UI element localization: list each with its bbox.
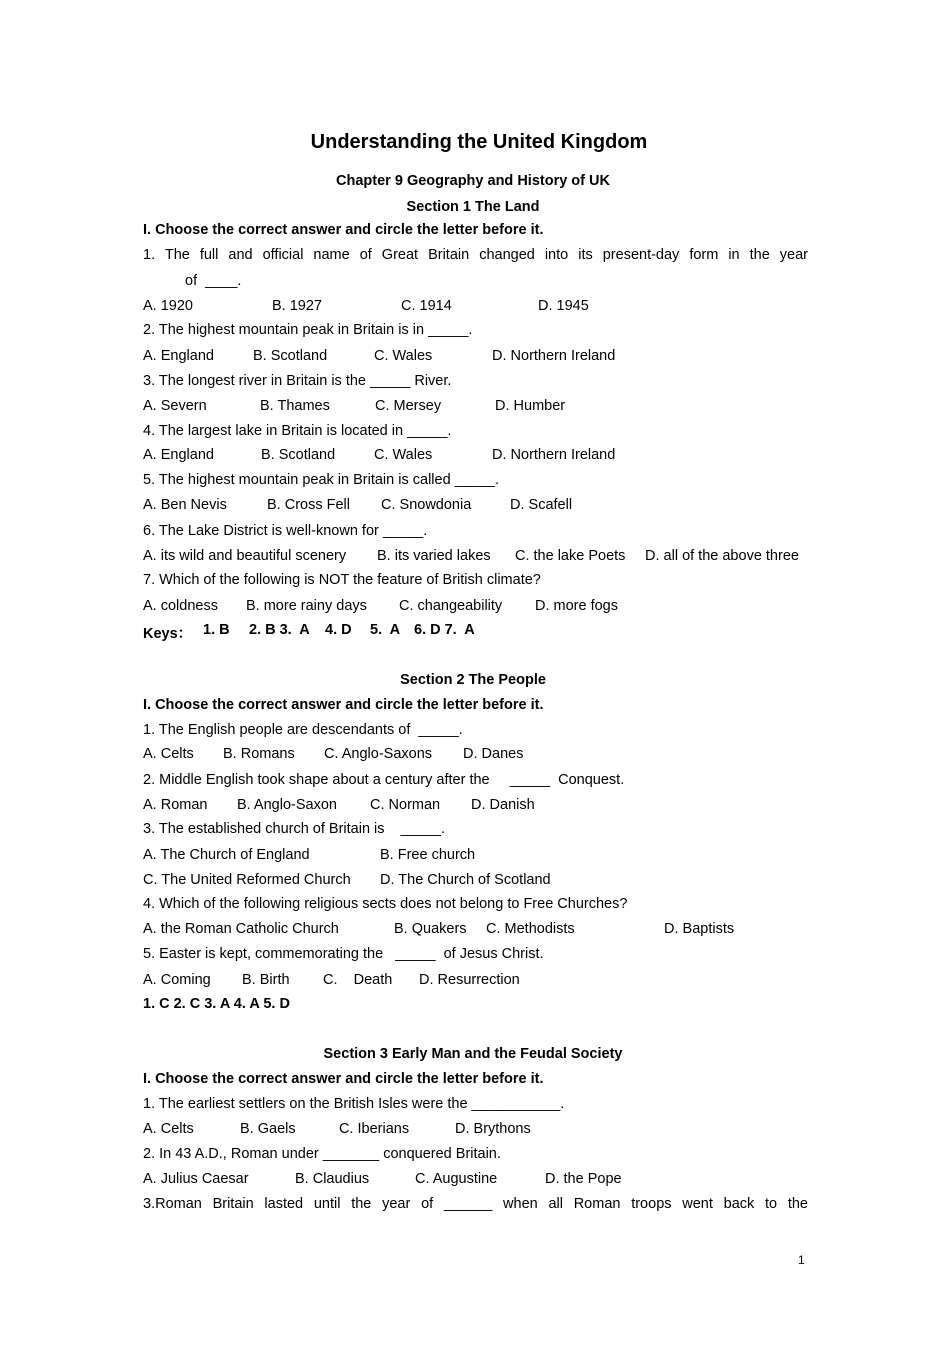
s2-q4: 4. Which of the following religious sects does not belong to Free Churches? xyxy=(143,896,628,912)
s1-q4-option-d: D. Northern Ireland xyxy=(492,447,616,463)
s3-q2-option-b: B. Claudius xyxy=(295,1171,370,1187)
s2-q1-option-c: C. Anglo-Saxons xyxy=(324,746,433,762)
s3-q3-line1: 3.Roman Britain lasted until the year of ______ when all Roman troops went back to the xyxy=(143,1196,808,1212)
section2-instruction: I. Choose the correct answer and circle the letter before it. xyxy=(143,697,544,713)
s1-key-6-7: 6. D 7. A xyxy=(414,622,475,638)
s2-q1: 1. The English people are descendants of _____. xyxy=(143,722,463,738)
s2-q4-option-a: A. the Roman Catholic Church xyxy=(143,921,339,937)
s1-q2: 2. The highest mountain peak in Britain is in _____. xyxy=(143,322,473,338)
s1-q2-option-a: A. England xyxy=(143,348,214,364)
s2-q2-option-d: D. Danish xyxy=(471,797,535,813)
s1-q5-option-d: D. Scafell xyxy=(510,497,573,513)
s2-q4-option-d: D. Baptists xyxy=(664,921,735,937)
s2-q3-option-d: D. The Church of Scotland xyxy=(380,872,551,888)
s1-q1-option-a: A. 1920 xyxy=(143,298,193,314)
s1-q5-option-c: C. Snowdonia xyxy=(381,497,472,513)
s3-q1: 1. The earliest settlers on the British Isles were the ___________. xyxy=(143,1096,565,1112)
s1-q6-option-a: A. its wild and beautiful scenery xyxy=(143,548,347,564)
s2-q2-option-c: C. Norman xyxy=(370,797,441,813)
section2-heading: Section 2 The People xyxy=(400,672,546,688)
s1-q4: 4. The largest lake in Britain is located in _____. xyxy=(143,423,452,439)
s3-q1-option-c: C. Iberians xyxy=(339,1121,410,1137)
s1-q6: 6. The Lake District is well-known for _____. xyxy=(143,523,428,539)
s3-q1-option-d: D. Brythons xyxy=(455,1121,531,1137)
s1-q7-option-c: C. changeability xyxy=(399,598,503,614)
s1-key-5: 5. A xyxy=(370,622,401,638)
s2-q1-option-b: B. Romans xyxy=(223,746,295,762)
s2-q1-option-a: A. Celts xyxy=(143,746,194,762)
s2-q3-option-a: A. The Church of England xyxy=(143,847,310,863)
s3-q2-option-a: A. Julius Caesar xyxy=(143,1171,249,1187)
s1-q7-option-d: D. more fogs xyxy=(535,598,618,614)
s1-q3-option-a: A. Severn xyxy=(143,398,207,414)
s1-q1-line2: of ____. xyxy=(185,273,242,289)
s1-q7-option-b: B. more rainy days xyxy=(246,598,367,614)
s1-q2-option-c: C. Wales xyxy=(374,348,433,364)
s1-q2-option-d: D. Northern Ireland xyxy=(492,348,616,364)
s3-q1-option-a: A. Celts xyxy=(143,1121,194,1137)
s2-q2: 2. Middle English took shape about a century after the _____ Conquest. xyxy=(143,772,625,788)
s3-q2-option-c: C. Augustine xyxy=(415,1171,498,1187)
s1-q1-option-d: D. 1945 xyxy=(538,298,589,314)
section1-heading: Section 1 The Land xyxy=(406,199,540,215)
s1-q6-option-d: D. all of the above three xyxy=(645,548,799,564)
s3-q2: 2. In 43 A.D., Roman under _______ conquered Britain. xyxy=(143,1146,501,1162)
s2-q5-option-a: A. Coming xyxy=(143,972,211,988)
s2-q2-option-a: A. Roman xyxy=(143,797,208,813)
s2-q5-option-b: B. Birth xyxy=(242,972,290,988)
s2-q3-option-c: C. The United Reformed Church xyxy=(143,872,351,888)
s1-q6-option-c: C. the lake Poets xyxy=(515,548,626,564)
s2-q2-option-b: B. Anglo-Saxon xyxy=(237,797,337,813)
s1-q4-option-a: A. England xyxy=(143,447,214,463)
s1-q1-option-c: C. 1914 xyxy=(401,298,452,314)
s3-q1-option-b: B. Gaels xyxy=(240,1121,296,1137)
s2-q5-option-d: D. Resurrection xyxy=(419,972,520,988)
page-title: Understanding the United Kingdom xyxy=(310,131,648,153)
s2-q5: 5. Easter is kept, commemorating the _____ of Jesus Christ. xyxy=(143,946,544,962)
s2-q3: 3. The established church of Britain is _____. xyxy=(143,821,445,837)
chapter-heading: Chapter 9 Geography and History of UK xyxy=(336,173,610,189)
s1-q5-option-b: B. Cross Fell xyxy=(267,497,350,513)
page-number: 1 xyxy=(798,1253,805,1267)
s1-q5-option-a: A. Ben Nevis xyxy=(143,497,227,513)
s2-keys: 1. C 2. C 3. A 4. A 5. D xyxy=(143,996,290,1012)
s3-q2-option-d: D. the Pope xyxy=(545,1171,622,1187)
s1-q3-option-d: D. Humber xyxy=(495,398,566,414)
section3-instruction: I. Choose the correct answer and circle the letter before it. xyxy=(143,1071,544,1087)
s1-q4-option-b: B. Scotland xyxy=(261,447,336,463)
s1-key-2-3: 2. B 3. A xyxy=(249,622,310,638)
s1-q7: 7. Which of the following is NOT the feature of British climate? xyxy=(143,572,541,588)
s1-q1-option-b: B. 1927 xyxy=(272,298,322,314)
s1-q4-option-c: C. Wales xyxy=(374,447,433,463)
s1-q3-option-c: C. Mersey xyxy=(375,398,442,414)
s1-q6-option-b: B. its varied lakes xyxy=(377,548,491,564)
s2-q4-option-c: C. Methodists xyxy=(486,921,575,937)
s1-q3-option-b: B. Thames xyxy=(260,398,330,414)
s2-q4-option-b: B. Quakers xyxy=(394,921,467,937)
s1-q5: 5. The highest mountain peak in Britain is called _____. xyxy=(143,472,500,488)
s1-q1-line1: 1. The full and official name of Great Britain changed into its present-day form in the year xyxy=(143,247,808,263)
s1-q3: 3. The longest river in Britain is the _____ River. xyxy=(143,373,452,389)
s1-keys-label: Keys： xyxy=(143,626,193,642)
s2-q1-option-d: D. Danes xyxy=(463,746,524,762)
s1-q7-option-a: A. coldness xyxy=(143,598,218,614)
s2-q5-option-c: C. Death xyxy=(323,972,393,988)
s2-q3-option-b: B. Free church xyxy=(380,847,476,863)
s1-key-4: 4. D xyxy=(325,622,352,638)
section3-heading: Section 3 Early Man and the Feudal Society xyxy=(323,1046,623,1062)
section1-instruction: I. Choose the correct answer and circle the letter before it. xyxy=(143,222,544,238)
s1-key-1: 1. B xyxy=(203,622,230,638)
s1-q2-option-b: B. Scotland xyxy=(253,348,328,364)
